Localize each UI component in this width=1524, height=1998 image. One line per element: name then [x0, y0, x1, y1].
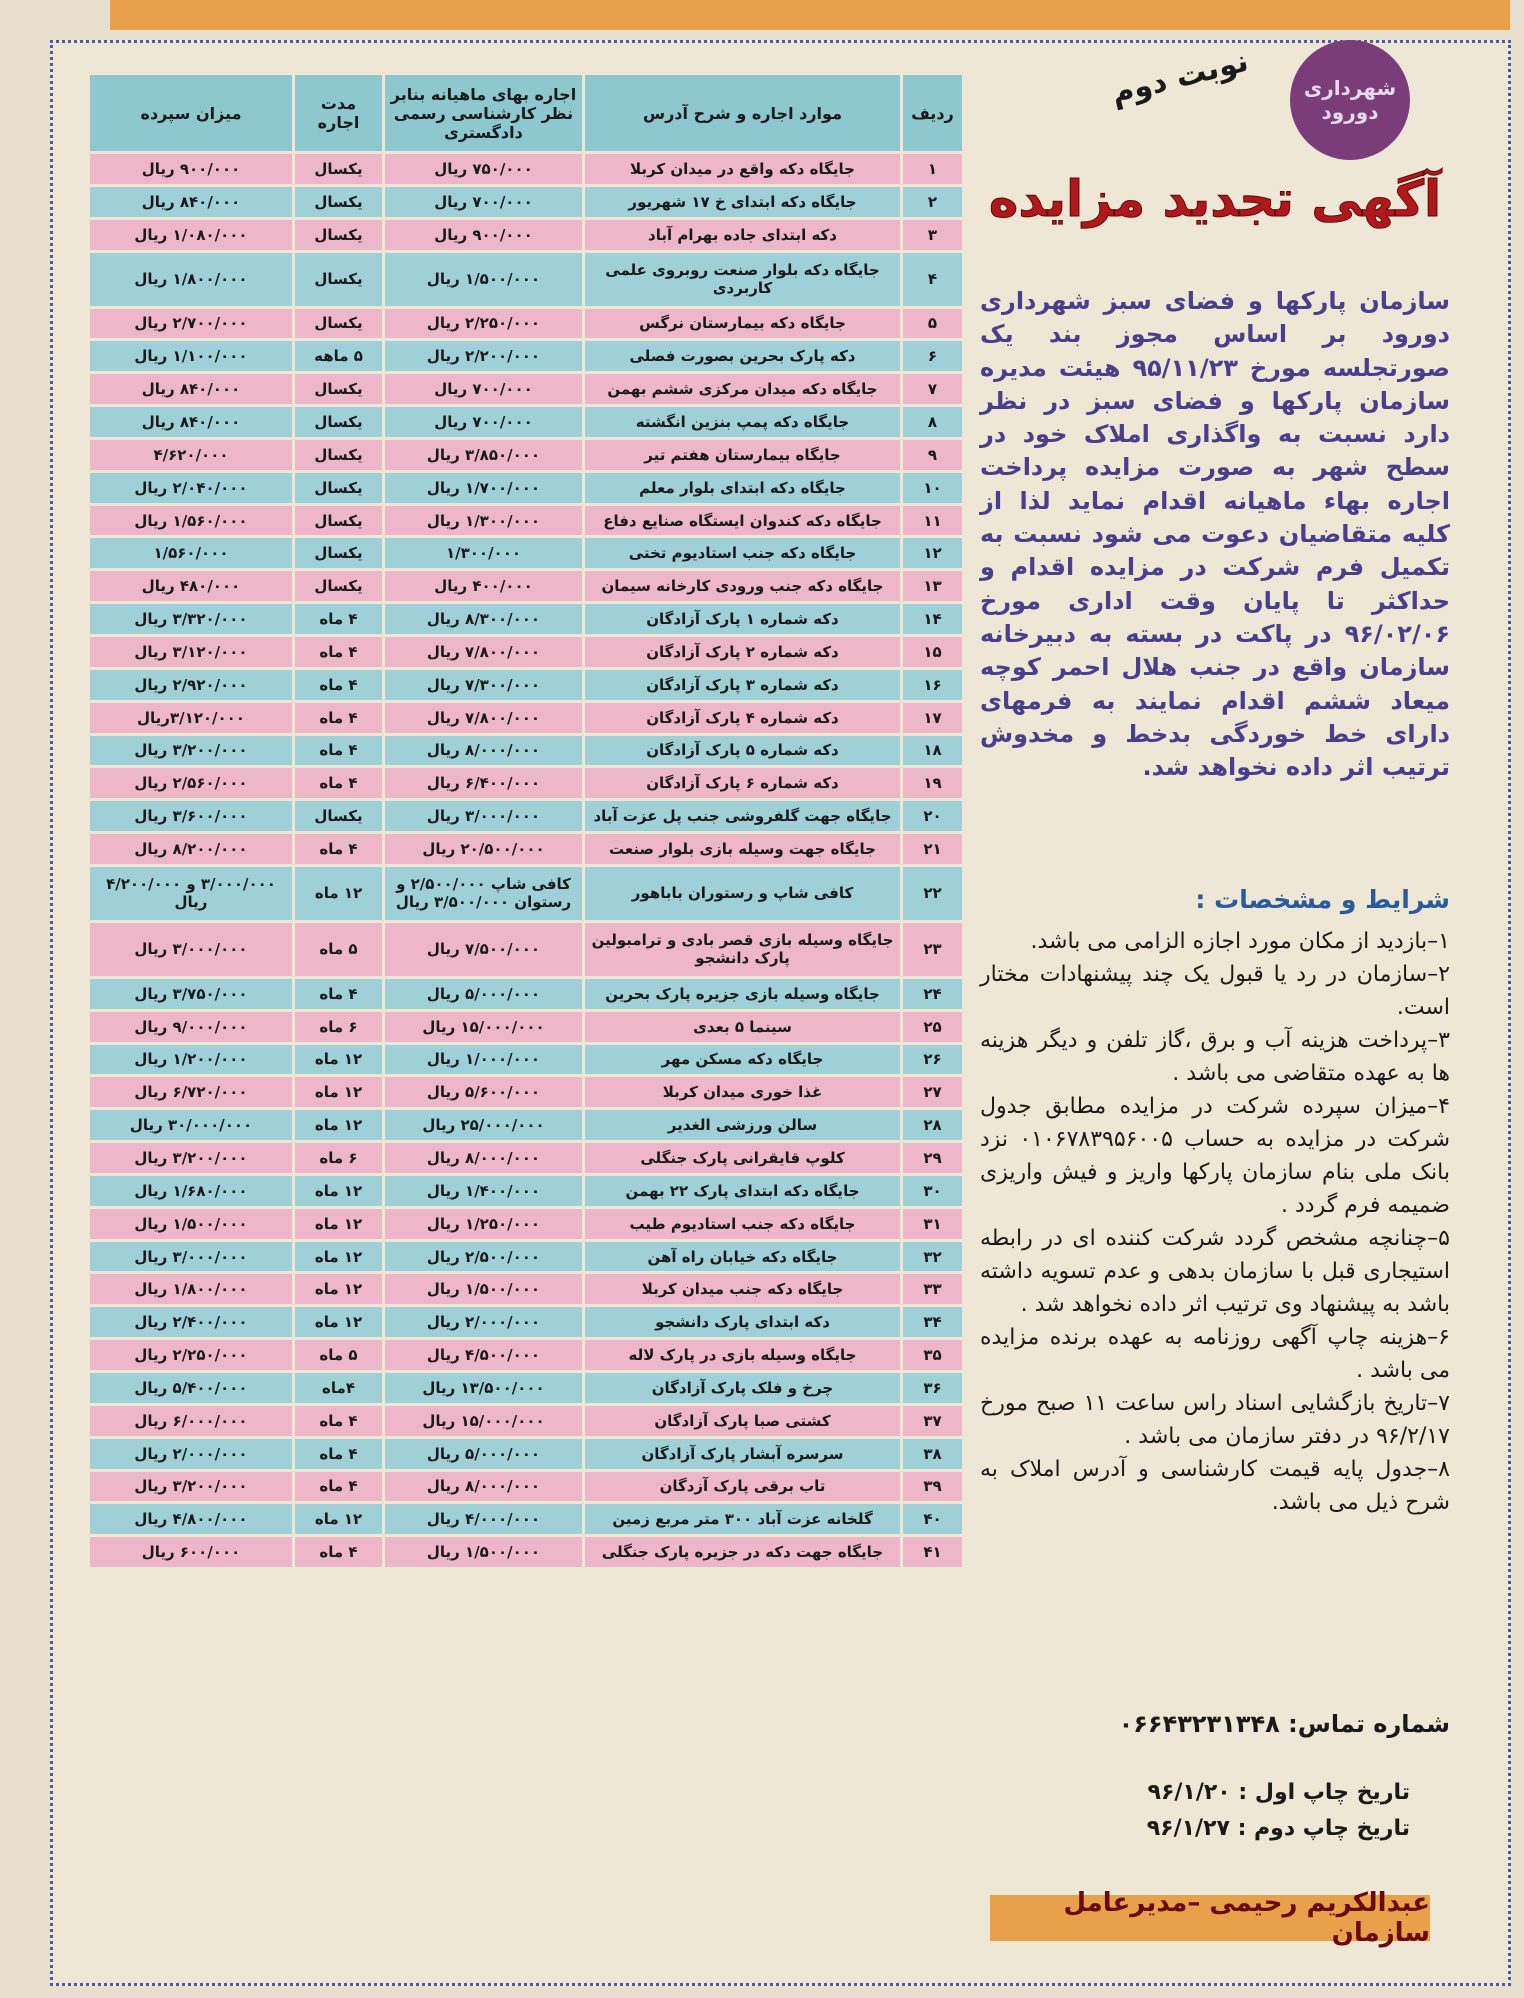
table-row	[89, 1109, 964, 1142]
condition-item: ۴–میزان سپرده شرکت در مزایده مطابق جدول شرکت در مزایده به حساب ۰۱۰۶۷۸۳۹۵۶۰۰۵ نزد بانک ملی بنام سازمان پارکها واریز و فیش واریزی ضمیمه فرم گردد .	[980, 1094, 1450, 1218]
table-row	[89, 1503, 964, 1536]
table-row	[89, 767, 964, 800]
deposit-cell: ۱/۲۰۰/۰۰۰ ریال	[89, 1043, 294, 1076]
table-row	[89, 800, 964, 833]
deposit-cell: ۳/۳۲۰/۰۰۰ ریال	[89, 603, 294, 636]
rent-cell: ۲۵/۰۰۰/۰۰۰ ریال	[384, 1109, 584, 1142]
table-row	[89, 1142, 964, 1175]
table-row	[89, 668, 964, 701]
duration-cell: یکسال	[294, 438, 384, 471]
rent-cell: ۱/۳۰۰/۰۰۰ ریال	[384, 504, 584, 537]
deposit-cell: ۶/۰۰۰/۰۰۰ ریال	[89, 1404, 294, 1437]
rent-cell: ۱/۴۰۰/۰۰۰ ریال	[384, 1174, 584, 1207]
header-duration: مدت اجاره	[294, 74, 384, 153]
table-row	[89, 1306, 964, 1339]
second-print-date: تاریخ چاپ دوم : ۹۶/۱/۲۷	[1146, 1816, 1410, 1841]
rent-cell: ۸/۰۰۰/۰۰۰ ریال	[384, 1470, 584, 1503]
table-row	[89, 1010, 964, 1043]
deposit-cell: ۳/۷۵۰/۰۰۰ ریال	[89, 977, 294, 1010]
description-cell: کلوپ قایقرانی پارک جنگلی	[584, 1142, 902, 1175]
deposit-cell: ۲/۰۰۰/۰۰۰ ریال	[89, 1437, 294, 1470]
duration-cell: ۱۲ ماه	[294, 1109, 384, 1142]
row-number-cell: ۳۲	[902, 1240, 964, 1273]
description-cell: جایگاه دکه جنب ورودی کارخانه سیمان	[584, 570, 902, 603]
duration-cell: یکسال	[294, 373, 384, 406]
row-number-cell: ۴۰	[902, 1503, 964, 1536]
rent-cell: ۱۳/۵۰۰/۰۰۰ ریال	[384, 1372, 584, 1405]
description-cell: جایگاه دکه ابتدای پارک ۲۲ بهمن	[584, 1174, 902, 1207]
condition-item: ۵–چنانچه مشخص گردد شرکت کننده ای در رابطه استیجاری قبل با سازمان بدهی و عدم تسویه داشته باشد به پیشنهاد وی ترتیب اثر داده نخواهد شد .	[980, 1226, 1450, 1317]
page-title: آگهی تجدید مزایده	[988, 170, 1442, 228]
deposit-cell: ۶۰۰/۰۰۰ ریال	[89, 1536, 294, 1569]
description-cell: کافی شاپ و رستوران باباهور	[584, 865, 902, 921]
table-row	[89, 373, 964, 406]
duration-cell: ۱۲ ماه	[294, 1207, 384, 1240]
description-cell: جایگاه دکه واقع در میدان کربلا	[584, 153, 902, 186]
description-cell: دکه شماره ۵ پارک آزادگان	[584, 734, 902, 767]
duration-cell: یکسال	[294, 185, 384, 218]
table-row	[89, 1207, 964, 1240]
rent-cell: ۱/۵۰۰/۰۰۰ ریال	[384, 1536, 584, 1569]
description-cell: جایگاه دکه خیابان راه آهن	[584, 1240, 902, 1273]
description-cell: دکه شماره ۶ پارک آزادگان	[584, 767, 902, 800]
row-number-cell: ۲۳	[902, 921, 964, 977]
deposit-cell: ۱/۸۰۰/۰۰۰ ریال	[89, 251, 294, 307]
row-number-cell: ۳۴	[902, 1306, 964, 1339]
duration-cell: ۴ ماه	[294, 635, 384, 668]
deposit-cell: ۱/۵۶۰/۰۰۰	[89, 537, 294, 570]
condition-item: ۸–جدول پایه قیمت کارشناسی و آدرس املاک به شرح ذیل می باشد.	[980, 1457, 1450, 1515]
deposit-cell: ۳/۲۰۰/۰۰۰ ریال	[89, 1470, 294, 1503]
rent-cell: ۱/۷۰۰/۰۰۰ ریال	[384, 471, 584, 504]
conditions-title: شرایط و مشخصات :	[1195, 885, 1450, 914]
description-cell: جایگاه دکه بلوار صنعت روبروی علمی کاربردی	[584, 251, 902, 307]
table-row	[89, 1043, 964, 1076]
duration-cell: ۱۲ ماه	[294, 1503, 384, 1536]
description-cell: جایگاه جهت وسیله بازی بلوار صنعت	[584, 833, 902, 866]
duration-cell: یکسال	[294, 218, 384, 251]
row-number-cell: ۲۰	[902, 800, 964, 833]
table-row	[89, 635, 964, 668]
rent-cell: ۴/۰۰۰/۰۰۰ ریال	[384, 1503, 584, 1536]
row-number-cell: ۲۹	[902, 1142, 964, 1175]
row-number-cell: ۱۹	[902, 767, 964, 800]
table-row	[89, 1273, 964, 1306]
description-cell: جایگاه دکه بیمارستان نرگس	[584, 307, 902, 340]
header-row-number: ردیف	[902, 74, 964, 153]
row-number-cell: ۳۸	[902, 1437, 964, 1470]
deposit-cell: ۱/۱۰۰/۰۰۰ ریال	[89, 340, 294, 373]
deposit-cell: ۳/۲۰۰/۰۰۰ ریال	[89, 734, 294, 767]
deposit-cell: ۸۴۰/۰۰۰ ریال	[89, 373, 294, 406]
duration-cell: ۱۲ ماه	[294, 1240, 384, 1273]
rent-cell: ۲/۲۵۰/۰۰۰ ریال	[384, 307, 584, 340]
rent-cell: ۷۰۰/۰۰۰ ریال	[384, 373, 584, 406]
deposit-cell: ۱/۰۸۰/۰۰۰ ریال	[89, 218, 294, 251]
header-description: موارد اجاره و شرح آدرس	[584, 74, 902, 153]
table-row	[89, 185, 964, 218]
table-row	[89, 471, 964, 504]
row-number-cell: ۱۷	[902, 701, 964, 734]
row-number-cell: ۲۵	[902, 1010, 964, 1043]
table-row	[89, 570, 964, 603]
rent-cell: ۱/۳۰۰/۰۰۰	[384, 537, 584, 570]
row-number-cell: ۲۴	[902, 977, 964, 1010]
deposit-cell: ۸/۲۰۰/۰۰۰ ریال	[89, 833, 294, 866]
row-number-cell: ۳۵	[902, 1339, 964, 1372]
description-cell: جایگاه دکه مسکن مهر	[584, 1043, 902, 1076]
contact-phone: شماره تماس: ۰۶۶۴۳۲۳۱۳۴۸	[1118, 1710, 1450, 1738]
deposit-cell: ۳/۶۰۰/۰۰۰ ریال	[89, 800, 294, 833]
deposit-cell: ۱/۵۶۰/۰۰۰ ریال	[89, 504, 294, 537]
table-row	[89, 1404, 964, 1437]
deposit-cell: ۱/۶۸۰/۰۰۰ ریال	[89, 1174, 294, 1207]
auction-table	[87, 72, 965, 1570]
description-cell: جایگاه دکه جنب استادیوم تختی	[584, 537, 902, 570]
description-cell: جایگاه جهت دکه در جزیره پارک جنگلی	[584, 1536, 902, 1569]
header-deposit: میزان سپرده	[89, 74, 294, 153]
duration-cell: ۵ ماه	[294, 1339, 384, 1372]
table-row	[89, 340, 964, 373]
description-cell: دکه شماره ۲ پارک آزادگان	[584, 635, 902, 668]
rent-cell: ۸/۰۰۰/۰۰۰ ریال	[384, 734, 584, 767]
description-cell: جایگاه دکه میدان مرکزی ششم بهمن	[584, 373, 902, 406]
row-number-cell: ۹	[902, 438, 964, 471]
duration-cell: ۴ ماه	[294, 833, 384, 866]
rent-cell: ۲۰/۵۰۰/۰۰۰ ریال	[384, 833, 584, 866]
description-cell: گلخانه عزت آباد ۳۰۰ متر مربع زمین	[584, 1503, 902, 1536]
table-row	[89, 537, 964, 570]
rent-cell: ۱/۲۵۰/۰۰۰ ریال	[384, 1207, 584, 1240]
row-number-cell: ۲۶	[902, 1043, 964, 1076]
duration-cell: یکسال	[294, 251, 384, 307]
row-number-cell: ۱۰	[902, 471, 964, 504]
table-row	[89, 1339, 964, 1372]
description-cell: سرسره آبشار پارک آزادگان	[584, 1437, 902, 1470]
deposit-cell: ۹۰۰/۰۰۰ ریال	[89, 153, 294, 186]
duration-cell: ۵ ماه	[294, 921, 384, 977]
duration-cell: یکسال	[294, 406, 384, 439]
description-cell: جایگاه جهت گلفروشی جنب پل عزت آباد	[584, 800, 902, 833]
description-cell: دکه ابتدای جاده بهرام آباد	[584, 218, 902, 251]
duration-cell: ۱۲ ماه	[294, 1306, 384, 1339]
deposit-cell: ۴۸۰/۰۰۰ ریال	[89, 570, 294, 603]
table-row	[89, 504, 964, 537]
deposit-cell: ۳/۰۰۰/۰۰۰ و ۴/۲۰۰/۰۰۰ ریال	[89, 865, 294, 921]
table-row	[89, 921, 964, 977]
table-row	[89, 1437, 964, 1470]
rent-cell: ۷/۸۰۰/۰۰۰ ریال	[384, 635, 584, 668]
row-number-cell: ۱۵	[902, 635, 964, 668]
table-header-row	[89, 74, 964, 153]
condition-item: ۲–سازمان در رد یا قبول یک چند پیشنهادات مختار است.	[980, 962, 1450, 1020]
description-cell: غذا خوری میدان کربلا	[584, 1076, 902, 1109]
deposit-cell: ۹/۰۰۰/۰۰۰ ریال	[89, 1010, 294, 1043]
row-number-cell: ۳۰	[902, 1174, 964, 1207]
deposit-cell: ۲/۲۵۰/۰۰۰ ریال	[89, 1339, 294, 1372]
condition-item: ۱–بازدید از مکان مورد اجازه الزامی می باشد.	[1030, 929, 1450, 954]
duration-cell: ۱۲ ماه	[294, 1043, 384, 1076]
table-row	[89, 701, 964, 734]
duration-cell: ۴ ماه	[294, 1437, 384, 1470]
description-cell: سینما ۵ بعدی	[584, 1010, 902, 1043]
row-number-cell: ۱۲	[902, 537, 964, 570]
rent-cell: ۶/۴۰۰/۰۰۰ ریال	[384, 767, 584, 800]
duration-cell: ۱۲ ماه	[294, 865, 384, 921]
header-monthly-rent: اجاره بهای ماهیانه بنابر نظر کارشناسی رسمی دادگستری	[384, 74, 584, 153]
duration-cell: یکسال	[294, 570, 384, 603]
row-number-cell: ۲۲	[902, 865, 964, 921]
table-row	[89, 153, 964, 186]
table-row	[89, 1470, 964, 1503]
description-cell: دکه پارک بحرین بصورت فصلی	[584, 340, 902, 373]
rent-cell: ۱/۰۰۰/۰۰۰ ریال	[384, 1043, 584, 1076]
table-row	[89, 406, 964, 439]
duration-cell: ۱۲ ماه	[294, 1273, 384, 1306]
rent-cell: ۲/۵۰۰/۰۰۰ ریال	[384, 1240, 584, 1273]
rent-cell: ۱۵/۰۰۰/۰۰۰ ریال	[384, 1010, 584, 1043]
description-cell: دکه شماره ۱ پارک آزادگان	[584, 603, 902, 636]
signer-banner: عبدالکریم رحیمی –مدیرعامل سازمان	[990, 1895, 1430, 1941]
rent-cell: ۷۵۰/۰۰۰ ریال	[384, 153, 584, 186]
row-number-cell: ۲۸	[902, 1109, 964, 1142]
deposit-cell: ۴/۸۰۰/۰۰۰ ریال	[89, 1503, 294, 1536]
duration-cell: یکسال	[294, 504, 384, 537]
deposit-cell: ۸۴۰/۰۰۰ ریال	[89, 185, 294, 218]
table-row	[89, 1076, 964, 1109]
duration-cell: یکسال	[294, 471, 384, 504]
rent-cell: ۷/۸۰۰/۰۰۰ ریال	[384, 701, 584, 734]
rent-cell: ۴/۵۰۰/۰۰۰ ریال	[384, 1339, 584, 1372]
deposit-cell: ۳/۰۰۰/۰۰۰ ریال	[89, 921, 294, 977]
rent-cell: ۹۰۰/۰۰۰ ریال	[384, 218, 584, 251]
table-row	[89, 734, 964, 767]
table-row	[89, 438, 964, 471]
deposit-cell: ۳/۱۲۰/۰۰۰ریال	[89, 701, 294, 734]
rent-cell: ۱۵/۰۰۰/۰۰۰ ریال	[384, 1404, 584, 1437]
description-cell: جایگاه دکه جنب میدان کربلا	[584, 1273, 902, 1306]
table-row	[89, 307, 964, 340]
rent-cell: ۵/۶۰۰/۰۰۰ ریال	[384, 1076, 584, 1109]
row-number-cell: ۲۷	[902, 1076, 964, 1109]
rent-cell: ۲/۰۰۰/۰۰۰ ریال	[384, 1306, 584, 1339]
deposit-cell: ۲/۵۶۰/۰۰۰ ریال	[89, 767, 294, 800]
row-number-cell: ۱۳	[902, 570, 964, 603]
rent-cell: ۳/۰۰۰/۰۰۰ ریال	[384, 800, 584, 833]
rent-cell: ۳/۸۵۰/۰۰۰ ریال	[384, 438, 584, 471]
row-number-cell: ۱۴	[902, 603, 964, 636]
description-cell: جایگاه دکه ابتدای خ ۱۷ شهریور	[584, 185, 902, 218]
duration-cell: ۴ ماه	[294, 701, 384, 734]
row-number-cell: ۸	[902, 406, 964, 439]
description-cell: جایگاه دکه ابتدای بلوار معلم	[584, 471, 902, 504]
first-print-date: تاریخ چاپ اول : ۹۶/۱/۲۰	[1147, 1780, 1410, 1805]
duration-cell: ۴ ماه	[294, 734, 384, 767]
deposit-cell: ۲/۰۴۰/۰۰۰ ریال	[89, 471, 294, 504]
rent-cell: ۷/۵۰۰/۰۰۰ ریال	[384, 921, 584, 977]
deposit-cell: ۱/۸۰۰/۰۰۰ ریال	[89, 1273, 294, 1306]
description-cell: دکه ابتدای پارک دانشجو	[584, 1306, 902, 1339]
rent-cell: ۷۰۰/۰۰۰ ریال	[384, 185, 584, 218]
duration-cell: یکسال	[294, 153, 384, 186]
print-dates	[1147, 1775, 1410, 1847]
duration-cell: ۴ ماه	[294, 1536, 384, 1569]
duration-cell: ۴ ماه	[294, 767, 384, 800]
deposit-cell: ۴/۶۲۰/۰۰۰	[89, 438, 294, 471]
rent-cell: ۵/۰۰۰/۰۰۰ ریال	[384, 1437, 584, 1470]
duration-cell: یکسال	[294, 537, 384, 570]
duration-cell: ۴ماه	[294, 1372, 384, 1405]
table-row	[89, 1174, 964, 1207]
duration-cell: ۶ ماه	[294, 1010, 384, 1043]
row-number-cell: ۳۱	[902, 1207, 964, 1240]
description-cell: چرخ و فلک پارک آزادگان	[584, 1372, 902, 1405]
duration-cell: یکسال	[294, 307, 384, 340]
description-cell: جایگاه دکه کندوان ایستگاه صنایع دفاع	[584, 504, 902, 537]
row-number-cell: ۶	[902, 340, 964, 373]
rent-cell: ۷/۳۰۰/۰۰۰ ریال	[384, 668, 584, 701]
description-cell: جایگاه وسیله بازی جزیره پارک بحرین	[584, 977, 902, 1010]
intro-text: سازمان پارکها و فضای سبز شهرداری دورود بر اساس مجوز بند یک صورتجلسه مورخ ۹۵/۱۱/۲۳ هیئت مدیره سازمان پارکها و فضای سبز در نظر دارد نسبت به واگذاری املاک خود در سطح شهر به صورت مزایده پرداخت اجاره بهاء ماهیانه اقدام نماید لذا از کلیه متقاضیان دعوت می شود نسبت به تکمیل فرم شرکت در مزایده اقدام و حداکثر تا پایان وقت اداری مورخ ۹۶/۰۲/۰۶ در پاکت در بسته به دبیرخانه سازمان واقع در جنب هلال احمر کوچه میعاد ششم اقدام نمایند به فرمهای دارای خط خوردگی بدخط و مخدوش ترتیب اثر داده نخواهد شد.	[980, 287, 1450, 782]
row-number-cell: ۳۶	[902, 1372, 964, 1405]
rent-cell: ۷۰۰/۰۰۰ ریال	[384, 406, 584, 439]
row-number-cell: ۴	[902, 251, 964, 307]
table-row	[89, 977, 964, 1010]
rent-cell: ۲/۲۰۰/۰۰۰ ریال	[384, 340, 584, 373]
description-cell: جایگاه دکه جنب استادیوم طیب	[584, 1207, 902, 1240]
condition-item: ۶–هزینه چاپ آگهی روزنامه به عهده برنده مزایده می باشد .	[980, 1325, 1450, 1383]
rent-cell: ۱/۵۰۰/۰۰۰ ریال	[384, 1273, 584, 1306]
table-row	[89, 251, 964, 307]
description-cell: دکه شماره ۴ پارک آزادگان	[584, 701, 902, 734]
table-row	[89, 833, 964, 866]
row-number-cell: ۳۳	[902, 1273, 964, 1306]
table-row	[89, 218, 964, 251]
rent-cell: کافی شاپ ۲/۵۰۰/۰۰۰ و رستوان ۳/۵۰۰/۰۰۰ ریال	[384, 865, 584, 921]
rent-cell: ۸/۳۰۰/۰۰۰ ریال	[384, 603, 584, 636]
row-number-cell: ۱۸	[902, 734, 964, 767]
rent-cell: ۴۰۰/۰۰۰ ریال	[384, 570, 584, 603]
row-number-cell: ۴۱	[902, 1536, 964, 1569]
table-row	[89, 1536, 964, 1569]
conditions-list	[980, 925, 1450, 1519]
duration-cell: ۴ ماه	[294, 977, 384, 1010]
deposit-cell: ۸۴۰/۰۰۰ ریال	[89, 406, 294, 439]
condition-item: ۳–پرداخت هزینه آب و برق ،گاز تلفن و دیگر هزینه ها به عهده متقاضی می باشد .	[980, 1028, 1450, 1086]
row-number-cell: ۳۷	[902, 1404, 964, 1437]
row-number-cell: ۱۶	[902, 668, 964, 701]
duration-cell: ۵ ماهه	[294, 340, 384, 373]
description-cell: دکه شماره ۳ پارک آزادگان	[584, 668, 902, 701]
description-cell: جایگاه دکه پمپ بنزین انگشته	[584, 406, 902, 439]
municipality-logo: شهرداری دورود	[1290, 40, 1410, 160]
rent-cell: ۸/۰۰۰/۰۰۰ ریال	[384, 1142, 584, 1175]
table-row	[89, 865, 964, 921]
row-number-cell: ۳	[902, 218, 964, 251]
row-number-cell: ۱	[902, 153, 964, 186]
round-label: نوبت دوم	[1108, 43, 1253, 112]
deposit-cell: ۲/۴۰۰/۰۰۰ ریال	[89, 1306, 294, 1339]
row-number-cell: ۱۱	[902, 504, 964, 537]
duration-cell: ۴ ماه	[294, 1404, 384, 1437]
row-number-cell: ۲۱	[902, 833, 964, 866]
duration-cell: ۱۲ ماه	[294, 1174, 384, 1207]
rent-cell: ۱/۵۰۰/۰۰۰ ریال	[384, 251, 584, 307]
deposit-cell: ۲/۹۲۰/۰۰۰ ریال	[89, 668, 294, 701]
condition-item: ۷–تاریخ بازگشایی اسناد راس ساعت ۱۱ صبح مورخ ۹۶/۲/۱۷ در دفتر سازمان می باشد .	[980, 1391, 1450, 1449]
row-number-cell: ۵	[902, 307, 964, 340]
deposit-cell: ۳۰/۰۰۰/۰۰۰ ریال	[89, 1109, 294, 1142]
deposit-cell: ۵/۴۰۰/۰۰۰ ریال	[89, 1372, 294, 1405]
deposit-cell: ۳/۱۲۰/۰۰۰ ریال	[89, 635, 294, 668]
deposit-cell: ۶/۷۲۰/۰۰۰ ریال	[89, 1076, 294, 1109]
description-cell: کشتی صبا پارک آزادگان	[584, 1404, 902, 1437]
duration-cell: ۴ ماه	[294, 603, 384, 636]
deposit-cell: ۱/۵۰۰/۰۰۰ ریال	[89, 1207, 294, 1240]
duration-cell: ۴ ماه	[294, 668, 384, 701]
table-row	[89, 1372, 964, 1405]
duration-cell: یکسال	[294, 800, 384, 833]
deposit-cell: ۳/۰۰۰/۰۰۰ ریال	[89, 1240, 294, 1273]
duration-cell: ۱۲ ماه	[294, 1076, 384, 1109]
row-number-cell: ۳۹	[902, 1470, 964, 1503]
deposit-cell: ۲/۷۰۰/۰۰۰ ریال	[89, 307, 294, 340]
duration-cell: ۶ ماه	[294, 1142, 384, 1175]
table-row	[89, 603, 964, 636]
table-row	[89, 1240, 964, 1273]
deposit-cell: ۳/۲۰۰/۰۰۰ ریال	[89, 1142, 294, 1175]
rent-cell: ۵/۰۰۰/۰۰۰ ریال	[384, 977, 584, 1010]
description-cell: سالن ورزشی الغدیر	[584, 1109, 902, 1142]
duration-cell: ۴ ماه	[294, 1470, 384, 1503]
description-cell: جایگاه بیمارستان هفتم تیر	[584, 438, 902, 471]
description-cell: تاب برقی پارک آزدگان	[584, 1470, 902, 1503]
description-cell: جایگاه وسیله بازی در پارک لاله	[584, 1339, 902, 1372]
row-number-cell: ۲	[902, 185, 964, 218]
notice-sidebar	[980, 20, 1450, 1948]
description-cell: جایگاه وسیله بازی قصر بادی و ترامبولین پارک دانشجو	[584, 921, 902, 977]
row-number-cell: ۷	[902, 373, 964, 406]
